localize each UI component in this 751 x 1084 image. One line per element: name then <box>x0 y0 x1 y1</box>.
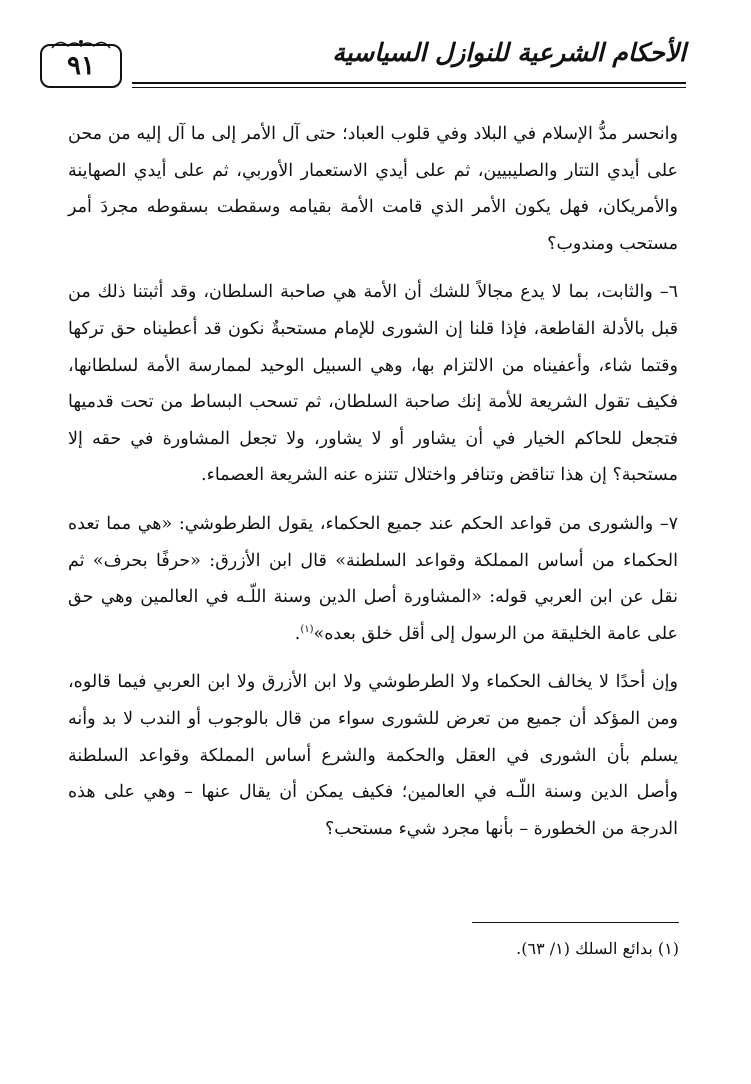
ornament-icon <box>50 38 112 50</box>
paragraph: ٦– والثابت، بما لا يدع مجالاً للشك أن الأمة هي صاحبة السلطان، وقد أثبتنا ذلك من قبل بالأدلة القاطعة، فإذا قلنا إن الشورى للإمام مستحبةٌ نكون قد أعطيناه حق تركها وقتما شاء، وأعفيناه من الالتزام بها، وهي السبيل الوحيد لممارسة الأمة لسلطانها، فكيف تقول الشريعة للأمة إنك صاحبة السلطان، ثم تسحب البساط من تحت قدميها فتجعل للحاكم الخيار في أن يشاور أو لا يشاور، ولا تجعل المشاورة في حقه إلا مستحبة؟ إن هذا تناقض وتنافر واختلال تتنزه عنه الشريعة العصماء. <box>68 282 678 486</box>
footnote-marker[interactable]: (١) <box>300 623 314 635</box>
paragraph-text: ٧– والشورى من قواعد الحكم عند جميع الحكماء، يقول الطرطوشي: «هي مما تعده الحكماء من أساس المملكة وقواعد السلطنة» قال ابن الأزرق: «حرفًا بحرف» ثم نقل عن ابن العربي قوله: «المشاورة أصل الدين وسنة اللّـه في العالمين وهي حق على عامة الخليقة من الرسول إلى أقل خلق بعده» <box>68 513 678 644</box>
page-number-badge <box>40 44 122 88</box>
book-title: الأحكام الشرعية للنوازل السياسية <box>332 38 686 67</box>
body-text <box>68 116 678 859</box>
footnote-divider <box>472 922 679 923</box>
page-number: ٩١ <box>67 51 95 81</box>
paragraph: وإن أحدًا لا يخالف الحكماء ولا الطرطوشي ولا ابن الأزرق ولا ابن العربي فيما قالوه، ومن المؤكد أن جميع من تعرض للشورى سواء من قال بالوجوب أو الندب لا بد وأنه يسلم بأن الشورى في العقل والحكمة والشرع أساس المملكة وقواعد السلطنة وأصل الدين وسنة اللّـه في العالمين؛ فكيف يمكن أن يقال عنها – وهي على هذه الدرجة من الخطورة – بأنها مجرد شيء مستحب؟ <box>68 672 678 839</box>
paragraph-end: . <box>294 623 301 644</box>
paragraph <box>68 506 678 652</box>
footnote: (١) بدائع السلك (١/ ٦٣). <box>516 939 679 958</box>
page-header <box>40 38 686 98</box>
header-rule-thin <box>132 87 686 88</box>
paragraph: وانحسر مدُّ الإسلام في البلاد وفي قلوب العباد؛ حتى آل الأمر إلى ما آل إليه من محن على أيدي التتار والصليبيين، ثم على أيدي الاستعمار الأوربي، ثم على أيدي الصهاينة والأمريكان، فهل يكون الأمر الذي قامت الأمة بقيامه وسقطت بسقوطه مجردَ أمر مستحب ومندوب؟ <box>68 124 678 254</box>
header-rule <box>132 82 686 84</box>
